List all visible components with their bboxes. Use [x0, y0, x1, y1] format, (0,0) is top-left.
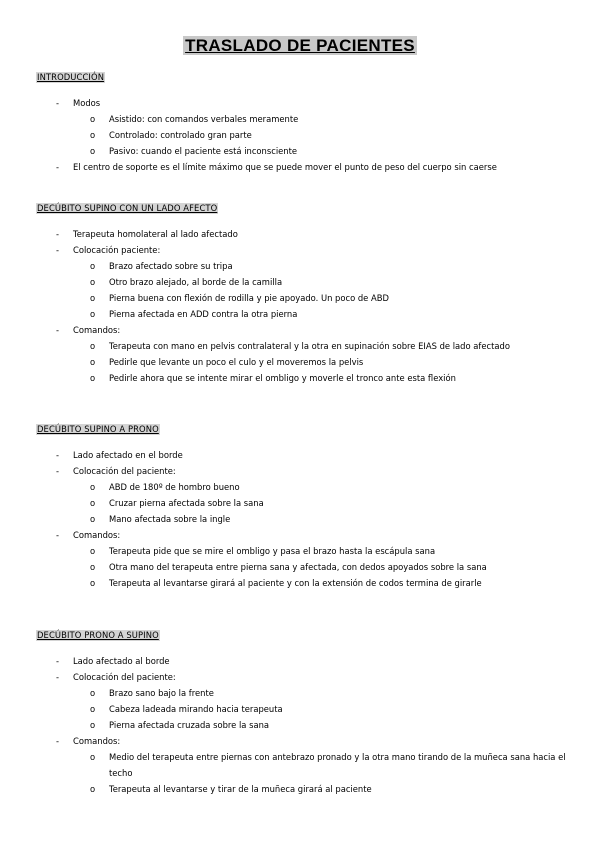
- bullet-marker: o: [90, 688, 96, 698]
- sub-list-item: Medio del terapeuta entre piernas con antebrazo pronado y la otra mano tirando de la muñeca sana hacia el techo: [109, 752, 566, 778]
- bullet-marker: o: [90, 482, 96, 492]
- sub-list-item: ABD de 180º de hombro bueno: [109, 482, 240, 492]
- sub-list-item: Terapeuta con mano en pelvis contralateral y la otra en supinación sobre EIAS de lado afectado: [109, 341, 510, 351]
- bullet-marker: o: [90, 114, 96, 124]
- list-item: Colocación del paciente:: [73, 466, 176, 476]
- bullet-marker: o: [90, 546, 96, 556]
- list-item: Modos: [73, 98, 101, 108]
- bullet-marker: o: [90, 130, 96, 140]
- dash-marker: -: [56, 245, 60, 255]
- sub-list-item: Controlado: controlado gran parte: [109, 130, 252, 140]
- sub-list-item: Terapeuta pide que se mire el ombligo y pasa el brazo hasta la escápula sana: [109, 546, 436, 556]
- section-heading-introduccion: INTRODUCCIÓN: [37, 72, 105, 82]
- sub-list-item: Cruzar pierna afectada sobre la sana: [109, 498, 264, 508]
- page-title: [0, 36, 600, 56]
- list-item: Colocación paciente:: [73, 245, 161, 255]
- list-item: Comandos:: [73, 325, 121, 335]
- sub-list-item: Pierna buena con flexión de rodilla y pie apoyado. Un poco de ABD: [109, 293, 389, 303]
- sub-list-item: Mano afectada sobre la ingle: [109, 514, 231, 524]
- sub-list-item: Cabeza ladeada mirando hacia terapeuta: [109, 704, 283, 714]
- list-item: Comandos:: [73, 530, 121, 540]
- dash-marker: -: [56, 325, 60, 335]
- sub-list-item: Pedirle que levante un poco el culo y el moveremos la pelvis: [109, 357, 364, 367]
- dash-marker: -: [56, 672, 60, 682]
- sub-list-item: Asistido: con comandos verbales meramente: [109, 114, 299, 124]
- section-heading-decubito-supino-lado-afecto: DECÚBITO SUPINO CON UN LADO AFECTO: [37, 203, 218, 213]
- dash-marker: -: [56, 736, 60, 746]
- dash-marker: -: [56, 530, 60, 540]
- bullet-marker: o: [90, 373, 96, 383]
- dash-marker: -: [56, 656, 60, 666]
- dash-marker: -: [56, 229, 60, 239]
- bullet-marker: o: [90, 784, 96, 794]
- sub-list-item: Pasivo: cuando el paciente está inconsciente: [109, 146, 298, 156]
- dash-marker: -: [56, 466, 60, 476]
- bullet-marker: o: [90, 357, 96, 367]
- bullet-marker: o: [90, 578, 96, 588]
- bullet-marker: o: [90, 277, 96, 287]
- bullet-marker: o: [90, 261, 96, 271]
- section-heading-decubito-prono-a-supino: DECÚBITO PRONO A SUPINO: [37, 630, 159, 640]
- list-item: Terapeuta homolateral al lado afectado: [73, 229, 238, 239]
- bullet-marker: o: [90, 498, 96, 508]
- list-item: Lado afectado al borde: [73, 656, 170, 666]
- bullet-marker: o: [90, 704, 96, 714]
- dash-marker: -: [56, 98, 60, 108]
- dash-marker: -: [56, 162, 60, 172]
- bullet-marker: o: [90, 341, 96, 351]
- list-item: Lado afectado en el borde: [73, 450, 183, 460]
- bullet-marker: o: [90, 293, 96, 303]
- sub-list-item: Otro brazo alejado, al borde de la camilla: [109, 277, 283, 287]
- sub-list-item: Pierna afectada cruzada sobre la sana: [109, 720, 270, 730]
- dash-marker: -: [56, 450, 60, 460]
- list-item: Colocación del paciente:: [73, 672, 176, 682]
- bullet-marker: o: [90, 146, 96, 156]
- list-item: Comandos:: [73, 736, 121, 746]
- section-heading-decubito-supino-a-prono: DECÚBITO SUPINO A PRONO: [37, 424, 159, 434]
- bullet-marker: o: [90, 562, 96, 572]
- sub-list-item: Otra mano del terapeuta entre pierna sana y afectada, con dedos apoyados sobre la sana: [109, 562, 487, 572]
- sub-list-item: Brazo afectado sobre su tripa: [109, 261, 233, 271]
- title-text: TRASLADO DE PACIENTES: [185, 36, 415, 55]
- bullet-marker: o: [90, 514, 96, 524]
- sub-list-item: Pedirle ahora que se intente mirar el ombligo y moverle el tronco ante esta flexión: [109, 373, 456, 383]
- sub-list-item: Brazo sano bajo la frente: [109, 688, 214, 698]
- bullet-marker: o: [90, 752, 96, 762]
- bullet-marker: o: [90, 720, 96, 730]
- sub-list-item: Terapeuta al levantarse girará al paciente y con la extensión de codos termina de girarle: [109, 578, 482, 588]
- sub-list-item: Terapeuta al levantarse y tirar de la muñeca girará al paciente: [109, 784, 372, 794]
- bullet-marker: o: [90, 309, 96, 319]
- list-item: El centro de soporte es el límite máximo que se puede mover el punto de peso del cuerpo sin caerse: [73, 162, 497, 172]
- sub-list-item: Pierna afectada en ADD contra la otra pierna: [109, 309, 298, 319]
